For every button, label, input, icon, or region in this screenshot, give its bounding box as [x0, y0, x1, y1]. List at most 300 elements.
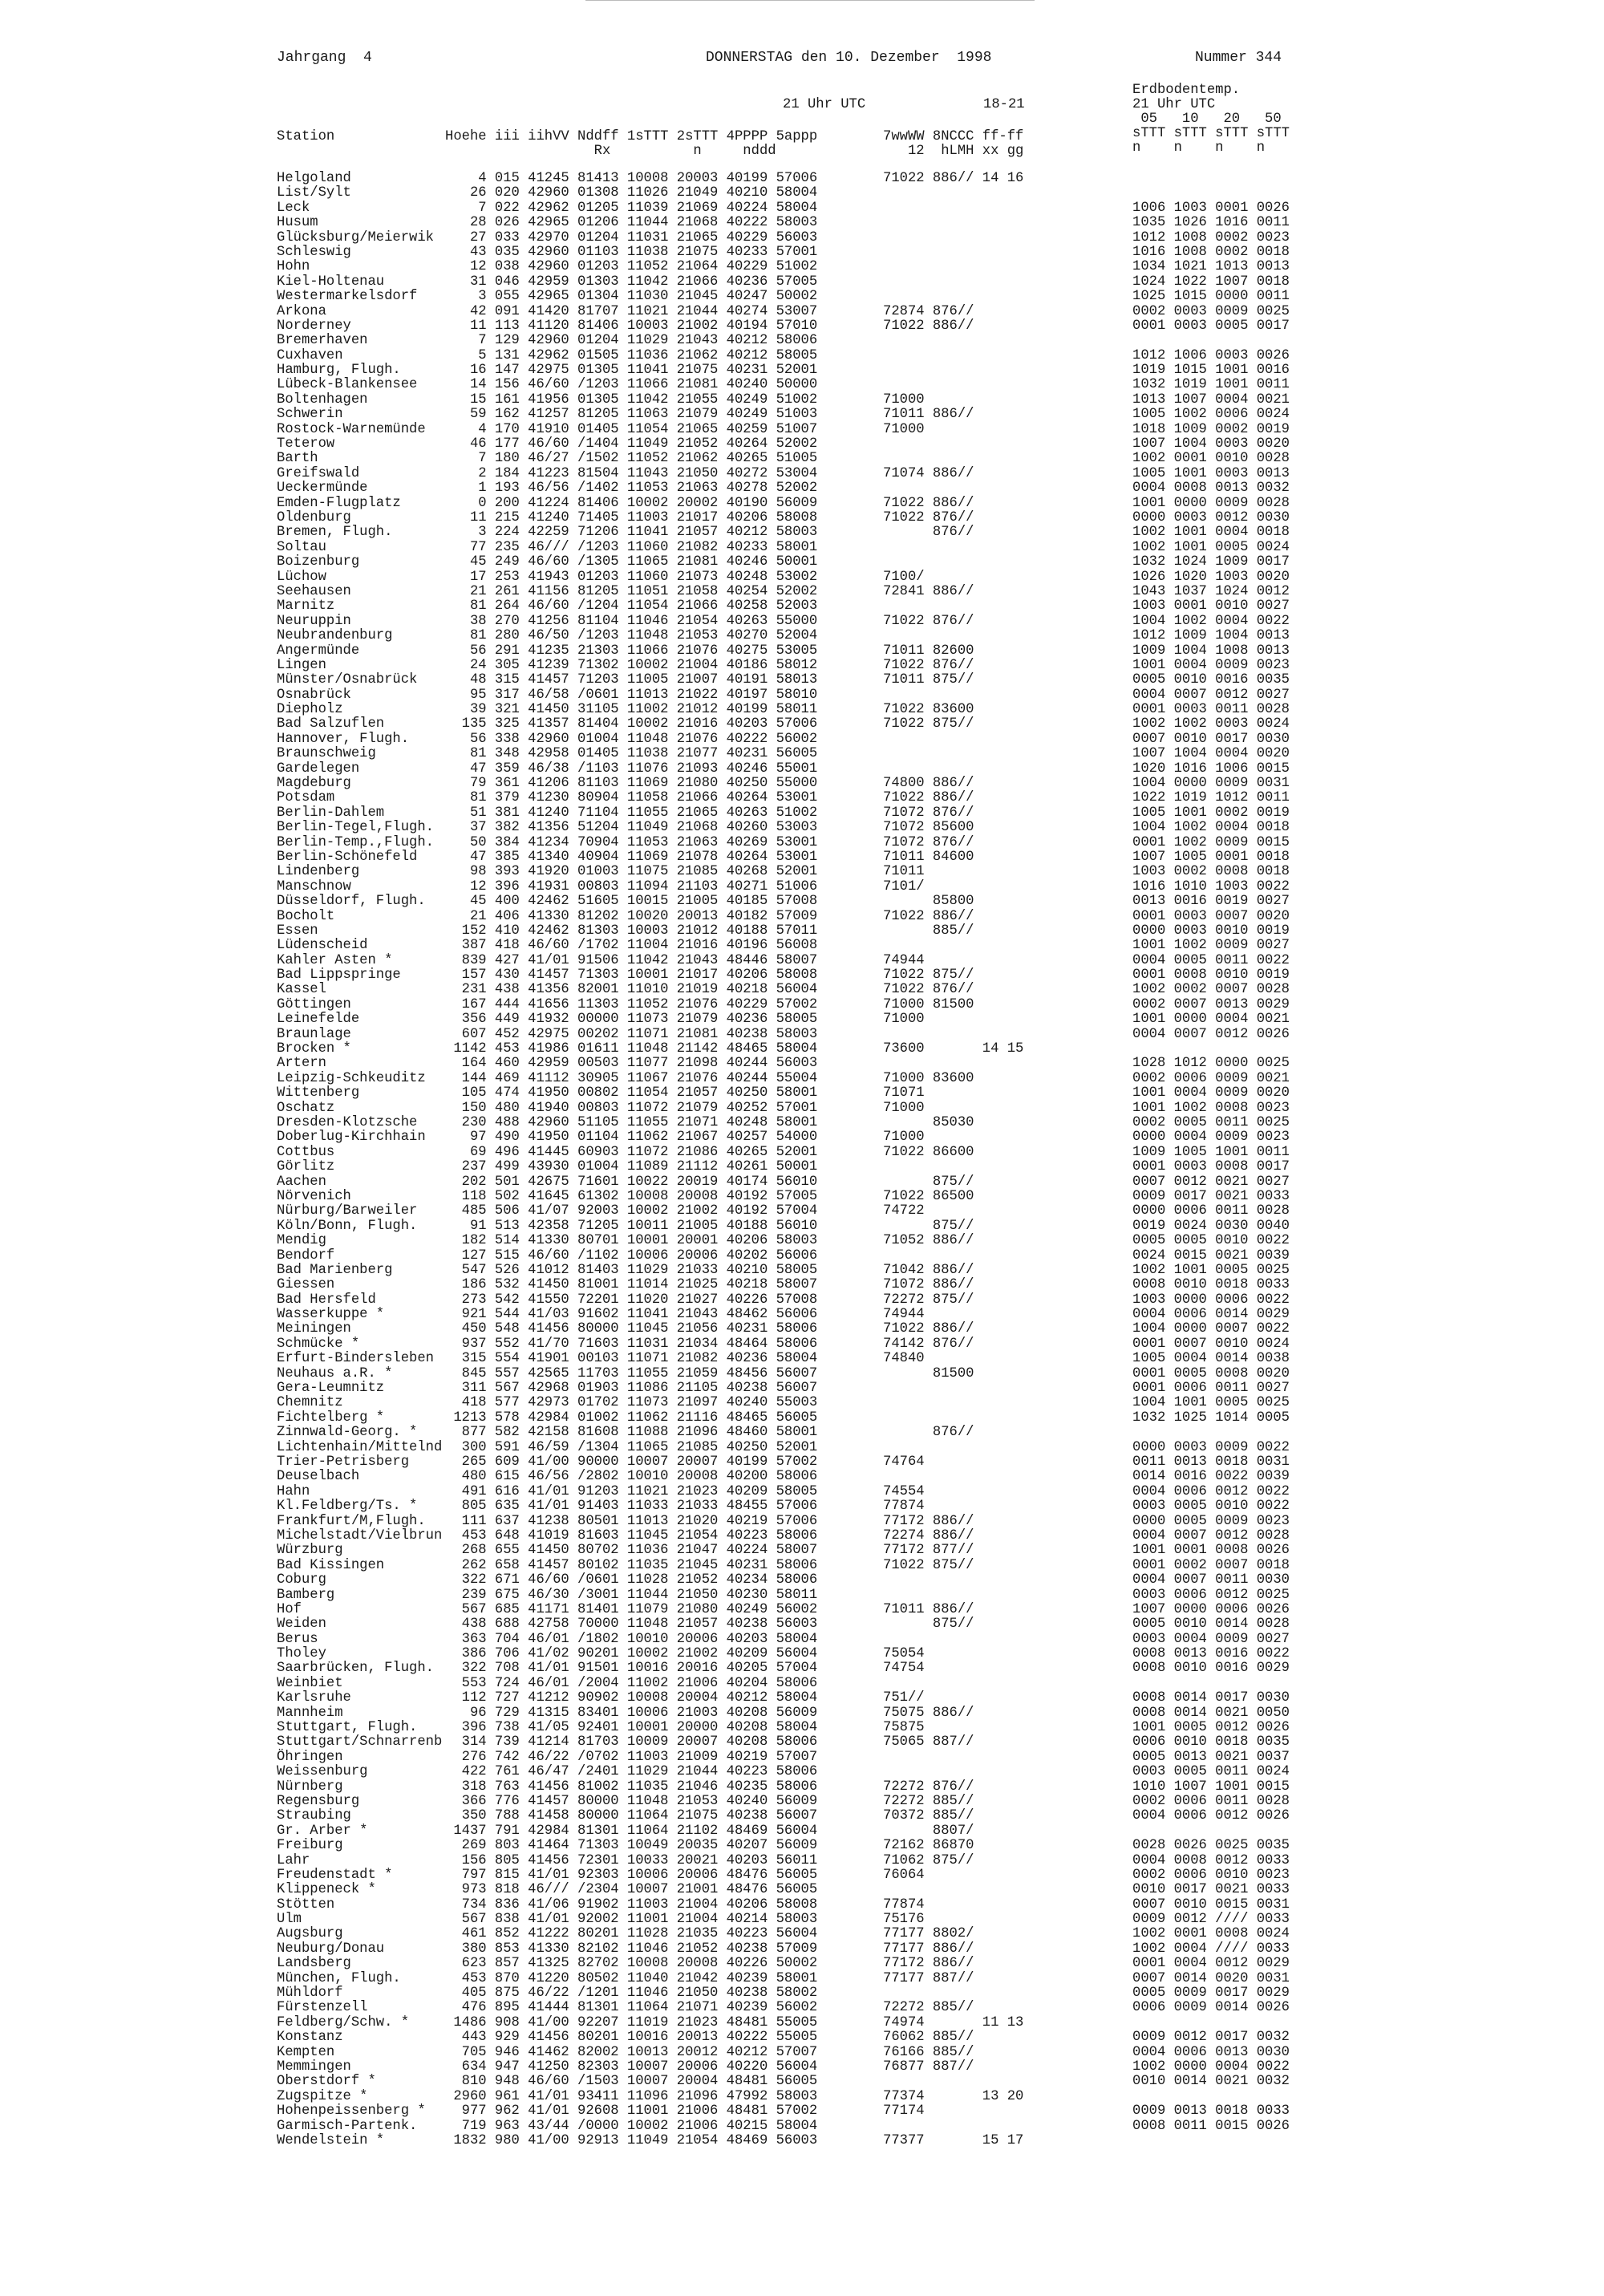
observation-values: 1213 578 42984 01002 11062 21116 48465 56005	[445, 1410, 818, 1426]
station-name: Potsdam	[277, 790, 335, 806]
station-name: Hamburg, Flugh.	[277, 363, 401, 379]
soil-values: 0002 0003 0009 0025	[1132, 303, 1290, 319]
weather-values: 76877 887//	[883, 2059, 974, 2075]
soil-values: 0004 0007 0012 0027	[1132, 687, 1290, 703]
soil-values: 1013 1007 0004 0021	[1132, 391, 1290, 408]
observation-values: 300 591 46/59 /1304 11065 21085 40250 52001	[445, 1439, 818, 1455]
soil-values: 1005 1002 0006 0024	[1132, 407, 1290, 423]
weather-values: 885//	[883, 923, 974, 939]
station-name: Norderney	[277, 318, 351, 334]
soil-values: 0004 0007 0012 0026	[1132, 1026, 1290, 1042]
weather-values: 71022 886//	[883, 318, 974, 334]
top-rule	[585, 0, 1035, 3]
weather-values: 77172 886//	[883, 1956, 974, 1972]
soil-values: 1001 0005 0012 0026	[1132, 1720, 1290, 1736]
observation-values: 7 022 42962 01205 11039 21069 40224 58004	[445, 200, 818, 216]
observation-values: 366 776 41457 80000 11048 21053 40240 56009	[445, 1793, 818, 1809]
weather-values	[883, 1633, 1023, 1647]
observation-values: 7 129 42960 01204 11029 21043 40212 58006	[445, 333, 818, 349]
soil-values: 0007 0010 0015 0031	[1132, 1896, 1290, 1913]
soil-values: 0008 0010 0018 0033	[1132, 1277, 1290, 1293]
station-name: Coburg	[277, 1572, 326, 1588]
observation-values: 5 131 42962 01505 11036 21062 40212 58005	[445, 347, 818, 363]
station-name: Bamberg	[277, 1587, 335, 1603]
weather-values: 71022 886//	[883, 908, 974, 924]
station-name: Marnitz	[277, 598, 335, 615]
soil-values	[1132, 1824, 1290, 1839]
observation-values: 47 385 41340 40904 11069 21078 40264 53001	[445, 849, 818, 865]
station-name: Braunlage	[277, 1026, 351, 1042]
weather-values	[883, 1883, 1023, 1897]
observation-values: 1142 453 41986 01611 11048 21142 48465 58004	[445, 1041, 818, 1057]
weather-values	[883, 1588, 1023, 1603]
soil-values: 1002 0004 //// 0033	[1132, 1941, 1290, 1957]
station-name: Weissenburg	[277, 1764, 368, 1780]
station-name: Bad Kissingen	[277, 1557, 385, 1573]
soil-values: 0004 0007 0011 0030	[1132, 1572, 1290, 1588]
weather-values	[883, 1441, 1023, 1455]
soil-values: 0001 0004 0012 0029	[1132, 1956, 1290, 1972]
station-name: Magdeburg	[277, 776, 351, 792]
weather-values: 72272 875//	[883, 1292, 974, 1308]
weather-values	[883, 378, 1023, 392]
weather-values: 71000 83600	[883, 1070, 974, 1086]
soil-values: 1001 0000 0009 0028	[1132, 495, 1290, 511]
soil-values: 1043 1037 1024 0012	[1132, 583, 1290, 599]
station-name: Soltau	[277, 539, 326, 555]
soil-values: 1026 1020 1003 0020	[1132, 569, 1290, 585]
station-name: Kahler Asten *	[277, 952, 393, 968]
observation-values: 567 838 41/01 92002 11001 21004 40214 58003	[445, 1912, 818, 1928]
station-name: Saarbrücken, Flugh.	[277, 1661, 434, 1677]
soil-values: 0008 0011 0015 0026	[1132, 2118, 1290, 2134]
station-name: Ueckermünde	[277, 481, 368, 497]
soil-values: 0002 0007 0013 0029	[1132, 996, 1290, 1012]
station-name: Brocken *	[277, 1041, 351, 1057]
station-name: Neuhaus a.R. *	[277, 1365, 393, 1381]
observation-values: 453 648 41019 81603 11045 21054 40223 58006	[445, 1527, 818, 1544]
soil-values: 1032 1019 1001 0011	[1132, 377, 1290, 393]
station-name: Fichtelberg *	[277, 1410, 385, 1426]
station-name: Weiden	[277, 1617, 326, 1633]
soil-values: 0001 0005 0008 0020	[1132, 1365, 1290, 1381]
station-name: Kl.Feldberg/Ts. *	[277, 1499, 418, 1515]
station-name: Leinefelde	[277, 1012, 360, 1028]
weather-values	[883, 1411, 1023, 1426]
soil-values: 0000 0003 0012 0030	[1132, 509, 1290, 525]
weather-values: 71022 875//	[883, 1557, 974, 1573]
soil-values: 1020 1016 1006 0015	[1132, 761, 1290, 777]
weather-values: 71011 82600	[883, 643, 974, 659]
station-name: Kassel	[277, 982, 326, 998]
observation-values: 0 200 41224 81406 10002 20002 40190 56009	[445, 495, 818, 511]
station-name: Garmisch-Partenk.	[277, 2118, 418, 2134]
observation-values: 15 161 41956 01305 11042 21055 40249 51002	[445, 391, 818, 408]
observation-values: 276 742 46/22 /0702 11003 21009 40219 57007	[445, 1749, 818, 1765]
weather-values: 71022 886//	[883, 495, 974, 511]
observation-values: 269 803 41464 71303 10049 20035 40207 56009	[445, 1838, 818, 1854]
soil-values: 0008 0014 0021 0050	[1132, 1705, 1290, 1721]
weather-values	[883, 186, 1023, 201]
station-name: Ulm	[277, 1912, 302, 1928]
soil-values: 0005 0010 0016 0035	[1132, 672, 1290, 688]
soil-values: 0013 0016 0019 0027	[1132, 894, 1290, 910]
station-name: Seehausen	[277, 583, 351, 599]
station-name: Hohn	[277, 259, 310, 275]
soil-values: 0001 0007 0010 0024	[1132, 1336, 1290, 1352]
weather-values	[883, 216, 1023, 230]
soil-depths: 05 10 20 50	[1132, 112, 1282, 127]
station-name: Neuruppin	[277, 613, 351, 629]
observation-values: 21 406 41330 81202 10020 20013 40182 57009	[445, 908, 818, 924]
soil-values: 1001 0000 0004 0021	[1132, 1012, 1290, 1028]
soil-values: 0000 0005 0009 0023	[1132, 1513, 1290, 1529]
soil-values: 0001 0003 0007 0020	[1132, 908, 1290, 924]
main-subheader: Rx n nddd	[445, 144, 776, 159]
weather-values: 71022 876//	[883, 657, 974, 673]
station-name: Bendorf	[277, 1247, 335, 1264]
observation-values: 11 113 41120 81406 10003 21002 40194 57010	[445, 318, 818, 334]
observation-values: 4 170 41910 01405 11054 21065 40259 51007	[445, 421, 818, 437]
observation-values: 12 038 42960 01203 11052 21064 40229 51002	[445, 259, 818, 275]
weather-values: 74764	[883, 1454, 925, 1470]
soil-values: 1003 0001 0010 0027	[1132, 598, 1290, 615]
weather-values: 77172 886//	[883, 1513, 974, 1529]
observation-values: 11 215 41240 71405 11003 21017 40206 58008	[445, 509, 818, 525]
weather-values: 77177 8802/	[883, 1926, 974, 1942]
station-name: Düsseldorf, Flugh.	[277, 894, 426, 910]
soil-values: 1005 1001 0002 0019	[1132, 805, 1290, 821]
weather-values: 7101/	[883, 878, 925, 894]
weather-values	[883, 2075, 1023, 2089]
weather-values: 876//	[883, 525, 974, 541]
observation-values: 98 393 41920 01003 11075 21085 40268 52001	[445, 864, 818, 880]
observation-values: 39 321 41450 31105 11002 21012 40199 58011	[445, 702, 818, 718]
observation-values: 97 490 41950 01104 11062 21067 40257 54000	[445, 1130, 818, 1146]
weather-values	[883, 349, 1023, 363]
soil-values: 1007 1004 0003 0020	[1132, 436, 1290, 452]
weather-values	[883, 452, 1023, 466]
soil-values: 0001 0002 0007 0018	[1132, 1557, 1290, 1573]
observation-values: 453 870 41220 80502 11040 21042 40239 58001	[445, 1970, 818, 1986]
observation-values: 127 515 46/60 /1102 10006 20006 40202 56006	[445, 1247, 818, 1264]
soil-values: 0001 1002 0009 0015	[1132, 834, 1290, 850]
observation-values: 491 616 41/01 91203 11021 21023 40209 58005	[445, 1483, 818, 1499]
weather-values: 71071	[883, 1085, 925, 1101]
weather-values	[883, 2120, 1023, 2134]
weather-values: 77177 887//	[883, 1970, 974, 1986]
station-name: Osnabrück	[277, 687, 351, 703]
station-name: Greifswald	[277, 465, 360, 481]
weather-values	[883, 688, 1023, 703]
weather-values	[883, 1160, 1023, 1174]
station-name: Lingen	[277, 657, 326, 673]
soil-values: 1005 1001 0003 0013	[1132, 465, 1290, 481]
soil-values: 1019 1015 1001 0016	[1132, 363, 1290, 379]
station-name: Chemnitz	[277, 1395, 343, 1411]
station-name: Münster/Osnabrück	[277, 672, 418, 688]
main-header: Hoehe iii iihVV Nddff 1sTTT 2sTTT 4PPPP 5appp	[445, 129, 818, 144]
station-name: Angermünde	[277, 643, 360, 659]
soil-values: 1010 1007 1001 0015	[1132, 1779, 1290, 1795]
weather-values	[883, 1750, 1023, 1765]
soil-values: 0009 0013 0018 0033	[1132, 2103, 1290, 2120]
soil-values: 1012 1006 0003 0026	[1132, 347, 1290, 363]
date-label: DONNERSTAG den 10. Dezember 1998	[706, 50, 992, 66]
station-name: Barth	[277, 451, 318, 467]
soil-values	[1132, 172, 1290, 186]
soil-values: 1018 1009 0002 0019	[1132, 421, 1290, 437]
weather-values: 74944	[883, 952, 925, 968]
soil-values	[1132, 2016, 1290, 2030]
station-name: Lüchow	[277, 569, 326, 585]
soil-time: 21 Uhr UTC	[1132, 97, 1216, 112]
station-name: Memmingen	[277, 2059, 351, 2075]
observation-values: 363 704 46/01 /1802 10010 20006 40203 58004	[445, 1631, 818, 1647]
station-name: Oberstdorf *	[277, 2074, 376, 2090]
soil-values	[1132, 334, 1290, 348]
observation-values: 315 554 41901 00103 11071 21082 40236 58004	[445, 1351, 818, 1367]
observation-values: 45 400 42462 51605 10015 21005 40185 57008	[445, 894, 818, 910]
observation-values: 48 315 41457 71203 11005 21007 40191 58013	[445, 672, 818, 688]
weather-values	[883, 1677, 1023, 1691]
soil-values: 0000 0003 0010 0019	[1132, 923, 1290, 939]
station-name: Bremen, Flugh.	[277, 525, 393, 541]
station-name: Berlin-Tegel,Flugh.	[277, 820, 434, 836]
weather-header: 7wwWW 8NCCC ff-ff	[883, 129, 1024, 144]
weather-values: 74722	[883, 1203, 925, 1219]
weather-values	[883, 1765, 1023, 1779]
weather-values: 74840	[883, 1351, 925, 1367]
observation-values: 977 962 41/01 92608 11001 21006 48481 57002	[445, 2103, 818, 2120]
station-name: Feldberg/Schw. *	[277, 2014, 410, 2030]
station-name: Bad Lippspringe	[277, 967, 401, 984]
soil-values: 1004 1002 0004 0018	[1132, 820, 1290, 836]
soil-title: Erdbodentemp.	[1132, 83, 1241, 98]
weather-values	[883, 1381, 1023, 1396]
soil-values: 1001 0004 0009 0020	[1132, 1085, 1290, 1101]
weather-values	[883, 1028, 1023, 1042]
weather-values: 77874	[883, 1896, 925, 1913]
station-name: Köln/Bonn, Flugh.	[277, 1218, 418, 1234]
station-name: Neubrandenburg	[277, 628, 393, 644]
observation-values: 152 410 42462 81303 10003 21012 40188 57011	[445, 923, 818, 939]
station-name: Giessen	[277, 1277, 335, 1293]
soil-values: 1003 0000 0006 0022	[1132, 1292, 1290, 1308]
soil-values: 0028 0026 0025 0035	[1132, 1838, 1290, 1854]
observation-values: 797 815 41/01 92303 10006 20006 48476 56005	[445, 1867, 818, 1883]
observation-values: 461 852 41222 80201 11028 21035 40223 56004	[445, 1926, 818, 1942]
observation-values: 322 708 41/01 91501 10016 20016 40205 57004	[445, 1661, 818, 1677]
weather-values: 71011 886//	[883, 1601, 974, 1617]
weather-values: 71022 886//	[883, 1321, 974, 1337]
station-name: Karlsruhe	[277, 1690, 351, 1706]
weather-values	[883, 1396, 1023, 1410]
observation-values: 157 430 41457 71303 10001 21017 40206 58008	[445, 967, 818, 984]
weather-values: 71072 876//	[883, 834, 974, 850]
station-name: Göttingen	[277, 996, 351, 1012]
station-name: Bad Salzuflen	[277, 716, 385, 732]
weather-values: 77377 15 17	[883, 2132, 1024, 2148]
weather-values: 81500	[883, 1365, 974, 1381]
station-name: Görlitz	[277, 1159, 335, 1175]
soil-values: 0005 0010 0014 0028	[1132, 1617, 1290, 1633]
station-name: Berlin-Schönefeld	[277, 849, 418, 865]
weather-values: 71052 886//	[883, 1233, 974, 1249]
station-name: Mannheim	[277, 1705, 343, 1721]
station-name: Tholey	[277, 1646, 326, 1662]
soil-values	[1132, 1042, 1290, 1057]
station-name: Trier-Petrisberg	[277, 1454, 410, 1470]
observation-values: 2960 961 41/01 93411 11096 21096 47992 58003	[445, 2088, 818, 2104]
observation-values: 46 177 46/60 /1404 11049 21052 40264 52002	[445, 436, 818, 452]
observation-values: 623 857 41325 82702 10008 20008 40226 50002	[445, 1956, 818, 1972]
soil-values: 0001 0008 0010 0019	[1132, 967, 1290, 984]
weather-values: 71022 876//	[883, 509, 974, 525]
soil-codes: sTTT sTTT sTTT sTTT	[1132, 126, 1290, 141]
station-name: Nörvenich	[277, 1188, 351, 1204]
weather-values: 73600 14 15	[883, 1041, 1024, 1057]
soil-values: 1007 0000 0006 0026	[1132, 1601, 1290, 1617]
station-name: Würzburg	[277, 1543, 343, 1559]
observation-values: 485 506 41/07 92003 10002 21002 40192 57004	[445, 1203, 818, 1219]
observation-values: 877 582 42158 81608 11088 21096 48460 58001	[445, 1425, 818, 1441]
weather-values: 71022 875//	[883, 716, 974, 732]
station-name: Gera-Leumnitz	[277, 1381, 385, 1397]
observation-values: 734 836 41/06 91902 11003 21004 40206 58008	[445, 1896, 818, 1913]
weather-values: 71062 875//	[883, 1852, 974, 1868]
station-name: Straubing	[277, 1808, 351, 1824]
observation-values: 167 444 41656 11303 11052 21076 40229 57002	[445, 996, 818, 1012]
soil-values: 1035 1026 1016 0011	[1132, 215, 1290, 231]
soil-values: 0009 0012 0017 0032	[1132, 2030, 1290, 2046]
station-name: Freudenstadt *	[277, 1867, 393, 1883]
station-name: Braunschweig	[277, 746, 376, 762]
observation-values: 118 502 41645 61302 10008 20008 40192 57005	[445, 1188, 818, 1204]
observation-values: 37 382 41356 51204 11049 21068 40260 53003	[445, 820, 818, 836]
observation-values: 921 544 41/03 91602 11041 21043 48462 56006	[445, 1307, 818, 1323]
observation-values: 7 180 46/27 /1502 11052 21062 40265 51005	[445, 451, 818, 467]
weather-values: 75875	[883, 1720, 925, 1736]
weather-values: 71074 886//	[883, 465, 974, 481]
observation-values: 16 147 42975 01305 11041 21075 40231 52001	[445, 363, 818, 379]
soil-values: 0002 0006 0010 0023	[1132, 1867, 1290, 1883]
observation-values: 387 418 46/60 /1702 11004 21016 40196 56008	[445, 938, 818, 954]
observation-values: 14 156 46/60 /1203 11066 21081 40240 50000	[445, 377, 818, 393]
soil-values: 1024 1022 1007 0018	[1132, 274, 1290, 290]
soil-values: 1016 1008 0002 0018	[1132, 244, 1290, 260]
observation-values: 81 348 42958 01405 11038 21077 40231 56005	[445, 746, 818, 762]
observation-values: 973 818 46/// /2304 10007 21001 48476 56005	[445, 1882, 818, 1898]
weather-values: 75075 886//	[883, 1705, 974, 1721]
soil-values: 0004 0006 0012 0022	[1132, 1483, 1290, 1499]
soil-values: 0004 0006 0014 0029	[1132, 1307, 1290, 1323]
soil-values	[1132, 2134, 1290, 2148]
observation-values: 182 514 41330 80701 10001 20001 40206 58003	[445, 1233, 818, 1249]
observation-values: 1437 791 42984 81301 11064 21102 48469 56004	[445, 1823, 818, 1839]
station-name: Freiburg	[277, 1838, 343, 1854]
soil-values: 1001 1002 0009 0027	[1132, 938, 1290, 954]
weather-values: 75054	[883, 1646, 925, 1662]
soil-values: 0002 0005 0011 0025	[1132, 1115, 1290, 1130]
weather-values: 72874 876//	[883, 303, 974, 319]
weather-values: 74800 886//	[883, 776, 974, 792]
station-name: Neuburg/Donau	[277, 1941, 385, 1957]
weather-values: 76166 885//	[883, 2044, 974, 2060]
soil-values: 1004 1002 0004 0022	[1132, 613, 1290, 629]
station-name: Berus	[277, 1631, 318, 1647]
station-name: Hannover, Flugh.	[277, 731, 410, 747]
weather-values: 8807/	[883, 1823, 974, 1839]
weather-values: 71011 886//	[883, 407, 974, 423]
weather-values: 72841 886//	[883, 583, 974, 599]
weather-values: 77172 877//	[883, 1543, 974, 1559]
weather-values	[883, 732, 1023, 747]
station-name: Oschatz	[277, 1100, 335, 1116]
station-name: Bocholt	[277, 908, 335, 924]
station-column	[277, 172, 442, 2148]
soil-values: 1003 0002 0008 0018	[1132, 864, 1290, 880]
weather-values: 71011	[883, 864, 925, 880]
station-name: Berlin-Dahlem	[277, 805, 385, 821]
soil-values: 0006 0010 0018 0035	[1132, 1734, 1290, 1750]
soil-values: 0004 0008 0012 0033	[1132, 1852, 1290, 1868]
observation-values: 547 526 41012 81403 11029 21033 40210 58005	[445, 1262, 818, 1278]
station-name: Klippeneck *	[277, 1882, 376, 1898]
observation-values: 937 552 41/70 71603 11031 21034 48464 58006	[445, 1336, 818, 1352]
weather-values: 875//	[883, 1218, 974, 1234]
observation-values: 164 460 42959 00503 11077 21098 40244 56003	[445, 1056, 818, 1072]
station-name: Fürstenzell	[277, 2000, 368, 2016]
station-name: Wasserkuppe *	[277, 1307, 385, 1323]
soil-values: 1016 1010 1003 0022	[1132, 878, 1290, 894]
observation-values: 3 055 42965 01304 11030 21045 40247 50002	[445, 289, 818, 305]
soil-values: 1004 0000 0009 0031	[1132, 776, 1290, 792]
soil-values: 0007 0014 0020 0031	[1132, 1970, 1290, 1986]
soil-values: 1002 1001 0005 0024	[1132, 539, 1290, 555]
weather-values	[883, 275, 1023, 290]
soil-values: 1032 1025 1014 0005	[1132, 1410, 1290, 1426]
soil-values: 0001 0006 0011 0027	[1132, 1381, 1290, 1397]
weather-values: 751//	[883, 1690, 925, 1706]
station-name: Leipzig-Schkeuditz	[277, 1070, 426, 1086]
weather-values	[883, 555, 1023, 570]
soil-values: 1028 1012 0000 0025	[1132, 1056, 1290, 1072]
observation-values: 144 469 41112 30905 11067 21076 40244 55004	[445, 1070, 818, 1086]
observation-values: 262 658 41457 80102 11035 21045 40231 58006	[445, 1557, 818, 1573]
station-name: Boizenburg	[277, 554, 360, 570]
soil-values: 0004 0006 0012 0026	[1132, 1808, 1290, 1824]
soil-values: 0003 0006 0012 0025	[1132, 1587, 1290, 1603]
observation-values: 1832 980 41/00 92913 11049 21054 48469 56003	[445, 2132, 818, 2148]
observation-values: 810 948 46/60 /1503 10007 20004 48481 56005	[445, 2074, 818, 2090]
weather-values	[883, 541, 1023, 555]
weather-values: 71022 876//	[883, 613, 974, 629]
soil-values: 0001 0003 0008 0017	[1132, 1159, 1290, 1175]
weather-values: 70372 885//	[883, 1808, 974, 1824]
soil-values: 1001 1002 0008 0023	[1132, 1100, 1290, 1116]
station-name: Teterow	[277, 436, 335, 452]
weather-values: 71022 886// 14 16	[883, 171, 1024, 186]
weather-values: 72272 885//	[883, 2000, 974, 2016]
station-name: Schmücke *	[277, 1336, 360, 1352]
station-name: Meiningen	[277, 1321, 351, 1337]
weather-subheader: 12 hLMH xx gg	[883, 144, 1024, 159]
weather-values	[883, 1249, 1023, 1264]
soil-values	[1132, 1426, 1290, 1440]
weather-values: 71000	[883, 421, 925, 437]
station-name: Aachen	[277, 1174, 326, 1190]
